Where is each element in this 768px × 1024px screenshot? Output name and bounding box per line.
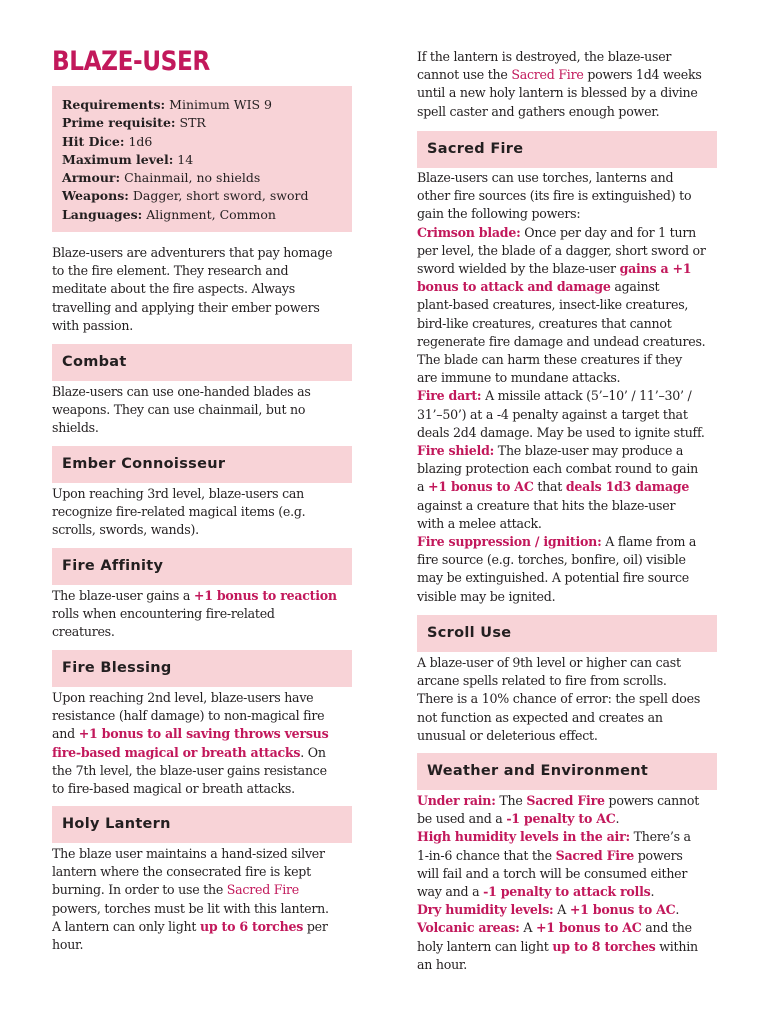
sacred-line: other fire sources (its fire is extinguished) to: [417, 188, 692, 204]
lantern-continued-paragraph: [417, 48, 702, 121]
affinity-paragraph: [52, 587, 337, 642]
weather-text: A: [553, 902, 570, 918]
sacred-text: A flame from a: [601, 534, 697, 550]
fire-suppression-label: Fire suppression / ignition:: [417, 534, 602, 550]
ember-line: recognize fire-related magical items (e.g.: [52, 504, 306, 520]
section-header-holy-lantern: Holy Lantern: [52, 806, 352, 843]
sacred-line: fire source (e.g. torches, bonfire, oil) visible: [417, 552, 686, 568]
sacred-text: that: [533, 479, 566, 495]
sacred-line: [417, 387, 706, 405]
lantern-highlight: up to 6 torches: [199, 918, 304, 934]
weather-line: will fail and a torch will be consumed either: [417, 865, 688, 881]
req-row: [62, 151, 342, 169]
sacred-line: are immune to mundane attacks.: [417, 370, 621, 386]
req-value: STR: [179, 115, 206, 131]
blessing-text: . On: [300, 744, 326, 760]
sacred-text: Once per day and for 1 turn: [520, 224, 696, 240]
weather-highlight: Sacred Fire: [555, 847, 634, 863]
weather-text: way and a: [417, 884, 484, 900]
sacred-line: regenerate fire damage and undead creatures.: [417, 333, 706, 349]
req-row: [62, 169, 342, 187]
blessing-text: and: [52, 726, 79, 742]
weather-highlight: up to 8 torches: [552, 938, 656, 954]
sacred-text: The blaze-user may produce a: [494, 443, 684, 459]
section-header-weather-environment: Weather and Environment: [417, 753, 717, 790]
combat-line: weapons. They can use chainmail, but no: [52, 402, 306, 418]
sacred-highlight: deals 1d3 damage: [565, 479, 690, 495]
scroll-line: unusual or deleterious effect.: [417, 727, 598, 743]
sacred-line: [417, 442, 706, 460]
affinity-line: creatures.: [52, 624, 115, 640]
weather-line: [417, 883, 699, 901]
lantern-line: powers, torches must be lit with this lantern.: [52, 900, 329, 916]
intro-line: travelling and applying their ember powers: [52, 299, 320, 315]
sacred-line: gain the following powers:: [417, 206, 581, 222]
weather-line: [417, 828, 699, 846]
weather-line: [417, 901, 699, 919]
lantern-line: hour.: [52, 937, 84, 953]
affinity-line: rolls when encountering fire-related: [52, 606, 275, 622]
ember-line: Upon reaching 3rd level, blaze-users can: [52, 486, 305, 501]
blessing-line: the 7th level, the blaze-user gains resistance: [52, 762, 327, 778]
requirements-box: [52, 86, 352, 232]
lantern-line: [52, 918, 329, 936]
sacred-text: sword wielded by the blaze-user: [417, 261, 620, 277]
lantern-line: The blaze user maintains a hand-sized silver: [52, 846, 325, 861]
sacred-line: Blaze-users can use torches, lanterns and: [417, 170, 674, 185]
high-humidity-label: High humidity levels in the air:: [417, 829, 630, 845]
weather-text: powers cannot: [604, 793, 700, 808]
weather-text: holy lantern can light: [417, 938, 553, 954]
sacred-line: blazing protection each combat round to gain: [417, 461, 699, 477]
sacred-fire-paragraph: [417, 169, 706, 606]
weather-text: A: [519, 920, 536, 936]
lantern-line: [52, 881, 329, 899]
intro-line: Blaze-users are adventurers that pay homage: [52, 245, 333, 260]
blessing-line: [52, 744, 328, 762]
lantern-cont-line: spell caster and gathers enough power.: [417, 103, 660, 119]
blessing-line: to fire-based magical or breath attacks.: [52, 781, 295, 797]
lantern-cont-line: [417, 66, 702, 84]
sacred-line: per level, the blade of a dagger, short sword or: [417, 242, 706, 258]
sacred-line: [417, 533, 706, 551]
scroll-line: A blaze-user of 9th level or higher can cast: [417, 655, 681, 670]
req-row: [62, 96, 342, 114]
req-label: Prime requisite:: [62, 115, 176, 131]
weather-highlight: +1 bonus to AC: [569, 902, 676, 918]
section-header-combat: Combat: [52, 344, 352, 381]
weather-text: There’s a: [629, 829, 691, 845]
combat-line: Blaze-users can use one-handed blades as: [52, 384, 311, 399]
intro-paragraph: [52, 244, 332, 335]
weather-line: [417, 938, 699, 956]
weather-highlight: -1 penalty to attack rolls: [483, 884, 651, 900]
scroll-use-paragraph: [417, 654, 700, 745]
section-header-sacred-fire: Sacred Fire: [417, 131, 717, 168]
sacred-line: [417, 278, 706, 296]
section-header-scroll-use: Scroll Use: [417, 615, 717, 652]
req-value: 1d6: [128, 133, 153, 149]
lantern-paragraph: [52, 845, 329, 954]
sacred-line: plant-based creatures, insect-like creatures,: [417, 297, 689, 313]
weather-highlight: Sacred Fire: [526, 793, 605, 808]
weather-text: and the: [641, 920, 692, 936]
req-value: Dagger, short sword, sword: [132, 188, 309, 204]
fire-shield-label: Fire shield:: [417, 443, 495, 459]
blessing-line: [52, 725, 328, 743]
weather-text: .: [675, 902, 680, 918]
section-header-fire-affinity: Fire Affinity: [52, 548, 352, 585]
req-label: Requirements:: [62, 97, 166, 112]
lantern-text: A lantern can only light: [52, 918, 200, 934]
sacred-line: with a melee attack.: [417, 515, 542, 531]
sacred-text: A missile attack (5’–10’ / 11’–30’ /: [481, 388, 692, 404]
sacred-line: The blade can harm these creatures if they: [417, 352, 682, 368]
sacred-highlight: gains a +1: [619, 261, 692, 277]
page-title: BLAZE-USER: [52, 46, 210, 77]
scroll-line: not function as expected and creates an: [417, 709, 663, 725]
sacred-line: [417, 224, 706, 242]
scroll-line: There is a 10% chance of error: the spell does: [417, 691, 701, 707]
blessing-line: resistance (half damage) to non-magical fire: [52, 708, 325, 724]
req-label: Weapons:: [62, 188, 129, 204]
section-header-fire-blessing: Fire Blessing: [52, 650, 352, 687]
blessing-highlight: fire-based magical or breath attacks: [52, 744, 301, 760]
under-rain-label: Under rain:: [417, 793, 496, 808]
intro-line: to the fire element. They research and: [52, 263, 289, 279]
weather-line: an hour.: [417, 956, 468, 972]
sacred-line: 31’–50’) at a -4 penalty against a target that: [417, 406, 688, 422]
lantern-cont-highlight: Sacred Fire: [511, 67, 584, 83]
weather-line: [417, 919, 699, 937]
req-value: 14: [177, 151, 194, 167]
weather-text: 1-in-6 chance that the: [417, 847, 556, 863]
blessing-paragraph: [52, 689, 328, 798]
affinity-text: The blaze-user gains a: [52, 588, 194, 603]
blessing-highlight: +1 bonus to all saving throws versus: [78, 726, 329, 742]
weather-highlight: +1 bonus to AC: [535, 920, 642, 936]
req-value: Minimum WIS 9: [169, 97, 272, 112]
sacred-line: visible may be ignited.: [417, 588, 556, 604]
req-row: [62, 206, 342, 224]
blessing-line: Upon reaching 2nd level, blaze-users have: [52, 690, 314, 705]
sacred-line: bird-like creatures, creatures that cannot: [417, 315, 672, 331]
lantern-highlight: Sacred Fire: [226, 882, 300, 898]
req-label: Armour:: [62, 170, 121, 186]
req-row: [62, 133, 342, 151]
lantern-cont-line: until a new holy lantern is blessed by a divine: [417, 85, 698, 101]
sacred-line: against a creature that hits the blaze-user: [417, 497, 676, 513]
weather-highlight: -1 penalty to AC: [506, 811, 616, 827]
weather-paragraph: [417, 792, 699, 974]
sacred-highlight: bonus to attack and damage: [417, 279, 611, 295]
req-row: [62, 114, 342, 132]
sacred-line: may be extinguished. A potential fire source: [417, 570, 689, 586]
lantern-text: burning. In order to use the: [52, 882, 227, 898]
crimson-blade-label: Crimson blade:: [417, 224, 521, 240]
req-label: Hit Dice:: [62, 133, 125, 149]
sacred-line: [417, 478, 706, 496]
sacred-highlight: +1 bonus to AC: [428, 479, 534, 495]
section-header-ember-connoisseur: Ember Connoisseur: [52, 446, 352, 483]
lantern-line: lantern where the consecrated fire is kept: [52, 864, 311, 880]
combat-line: shields.: [52, 420, 99, 436]
lantern-cont-text: cannot use the: [417, 67, 512, 83]
sacred-text: against: [610, 279, 660, 295]
sacred-line: deals 2d4 damage. May be used to ignite stuff.: [417, 424, 705, 440]
affinity-line: [52, 587, 337, 605]
weather-line: [417, 792, 699, 810]
ember-paragraph: [52, 485, 305, 540]
dry-humidity-label: Dry humidity levels:: [417, 902, 554, 918]
req-row: [62, 187, 342, 205]
req-label: Languages:: [62, 206, 143, 222]
req-value: Chainmail, no shields: [124, 170, 261, 186]
scroll-line: arcane spells related to fire from scrolls.: [417, 673, 667, 689]
ember-line: scrolls, swords, wands).: [52, 522, 199, 538]
weather-text: .: [615, 811, 620, 827]
weather-text: powers: [633, 847, 683, 863]
req-label: Maximum level:: [62, 151, 174, 167]
weather-line: [417, 810, 699, 828]
fire-dart-label: Fire dart:: [417, 388, 482, 404]
lantern-cont-text: powers 1d4 weeks: [583, 67, 702, 83]
req-value: Alignment, Common: [146, 206, 276, 222]
weather-text: The: [495, 793, 527, 808]
intro-line: with passion.: [52, 317, 133, 333]
sacred-line: [417, 260, 706, 278]
affinity-highlight: +1 bonus to reaction: [193, 588, 337, 603]
weather-line: [417, 847, 699, 865]
lantern-text: per: [303, 918, 328, 934]
weather-text: be used and a: [417, 811, 507, 827]
lantern-cont-line: If the lantern is destroyed, the blaze-user: [417, 49, 672, 64]
combat-paragraph: [52, 383, 311, 438]
weather-text: within: [655, 938, 698, 954]
volcanic-areas-label: Volcanic areas:: [417, 920, 520, 936]
sacred-text: a: [417, 479, 429, 495]
weather-text: .: [650, 884, 655, 900]
intro-line: meditate about the fire aspects. Always: [52, 281, 295, 297]
